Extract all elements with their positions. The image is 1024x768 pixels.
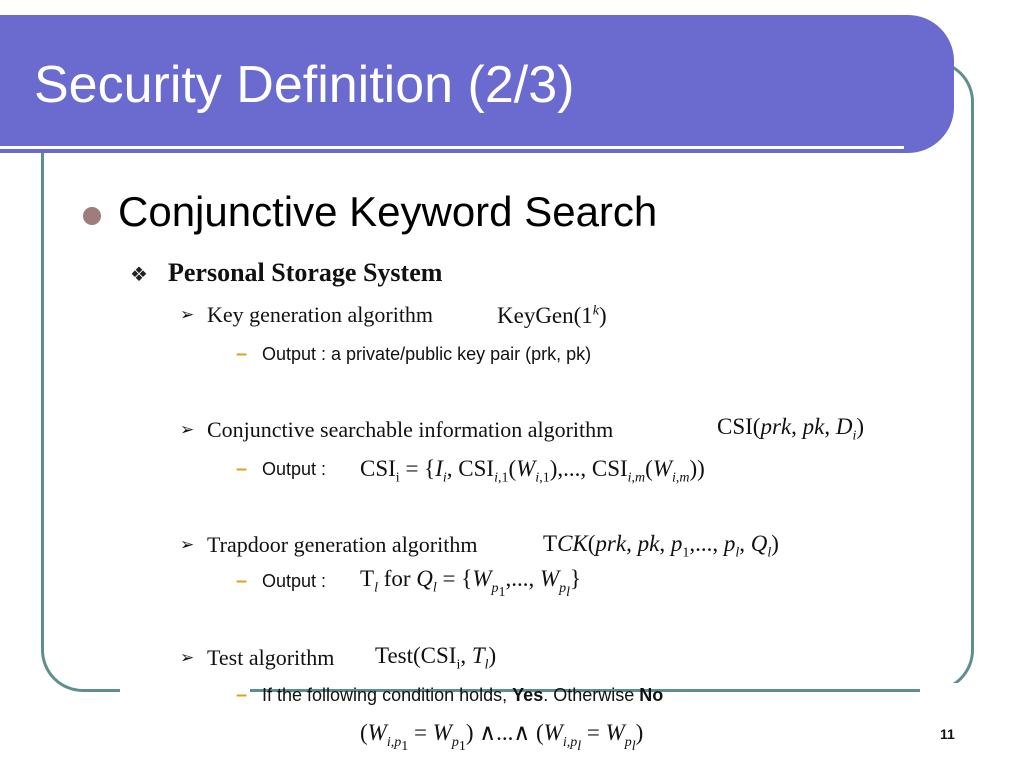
- title-bar: [0, 15, 954, 153]
- item-detail: Output : a private/public key pair (prk, pk): [262, 344, 592, 364]
- item-detail: Output :: [262, 571, 327, 591]
- arrowhead-icon: ➢: [180, 420, 195, 440]
- arrowhead-icon: ➢: [180, 648, 195, 668]
- item-label: Conjunctive searchable information algorithm: [207, 417, 614, 442]
- four-diamond-icon: ❖: [130, 262, 148, 286]
- item-label: Trapdoor generation algorithm: [207, 532, 478, 557]
- item-formula: TCK(prk, pk, $p_1$,..., $p_l$, $Q_l$): [543, 531, 779, 561]
- dash-icon: –: [236, 684, 248, 706]
- page-number: 11: [940, 726, 955, 742]
- item-formula: CSI(prk, pk, $D_i$): [717, 414, 865, 444]
- dash-icon: –: [236, 343, 248, 365]
- dash-icon: –: [236, 570, 248, 592]
- arrowhead-icon: ➢: [180, 305, 195, 325]
- item-label: Test algorithm: [207, 645, 335, 670]
- item-detail: Output :: [262, 459, 327, 479]
- item-detail-formula: $T_l$ for $Q_l = \{W_{p_1}$,..., $W_{p_l}$}: [360, 566, 582, 600]
- item-detail-formula: $CSI_i = \{I_i$, $CSI_{i,1}(W_{i,1})$,..., $CSI_{i,m}(W_{i,m})$): [360, 456, 705, 486]
- dash-icon: –: [236, 458, 248, 480]
- main-bullet: Conjunctive Keyword Search: [118, 188, 658, 235]
- item-formula: KeyGen(1$^k$): [497, 303, 607, 328]
- item-detail: If the following condition holds, Yes. Otherwise No: [262, 685, 664, 705]
- frame-gap: [120, 683, 250, 697]
- frame-gap: [920, 683, 990, 697]
- test-condition: $(W_{i,p_1} = W_{p_1})$ ∧...∧ $(W_{i,p_l} = W_{p_l})$: [360, 720, 644, 754]
- subheading: Personal Storage System: [168, 258, 443, 287]
- item-formula: $Test(CSI_i$, $T_l$): [375, 643, 497, 673]
- arrowhead-icon: ➢: [180, 535, 195, 555]
- slide-title: Security Definition (2/3): [34, 56, 575, 114]
- item-label: Key generation algorithm: [207, 302, 434, 327]
- round-bullet-icon: [83, 207, 101, 225]
- title-underline: [0, 146, 904, 149]
